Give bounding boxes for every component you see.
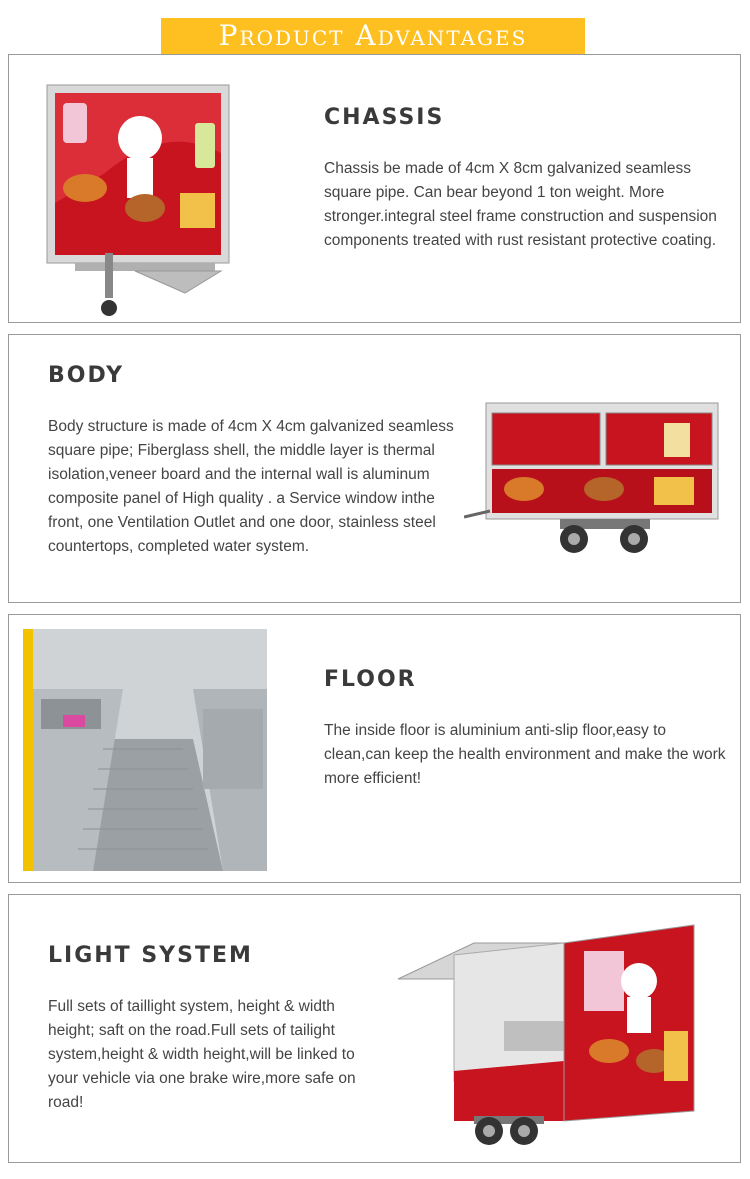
light-system-panel: [8, 894, 741, 1163]
floor-image: [23, 629, 267, 871]
floor-panel: [8, 614, 741, 883]
section-text: Body structure is made of 4cm X 4cm galvanized seamless square pipe; Fiberglass shell, the middle layer is thermal isolation,veneer board and the internal wall is aluminum composite panel of High quality . a Service window inthe front, one Ventilation Outlet and one door, stainless steel countertops, completed water system.: [48, 418, 454, 555]
section-text: Full sets of taillight system, height & width height; saft on the road.Full sets of tailight system,height & width height,will be linked to your vehicle via one brake wire,more safe on road!: [48, 998, 356, 1111]
section-title: LIGHT SYSTEM: [48, 943, 253, 968]
section-title: CHASSIS: [324, 105, 445, 130]
section-text: The inside floor is aluminium anti-slip floor,easy to clean,can keep the health environment and make the work more efficient!: [324, 722, 726, 787]
body-trailer-image: [464, 399, 724, 559]
section-title: BODY: [48, 363, 125, 388]
chassis-panel: [8, 54, 741, 323]
section-text: Chassis be made of 4cm X 8cm galvanized seamless square pipe. Can bear beyond 1 ton weight. More stronger.integral steel frame construction and suspension components treated with rust resistant protective coating.: [324, 160, 717, 249]
body-panel: [8, 334, 741, 603]
section-banner: Product Advantages: [161, 18, 585, 54]
chassis-image: [45, 83, 241, 323]
section-title: FLOOR: [324, 667, 417, 692]
light-system-trailer-image: [394, 921, 714, 1151]
